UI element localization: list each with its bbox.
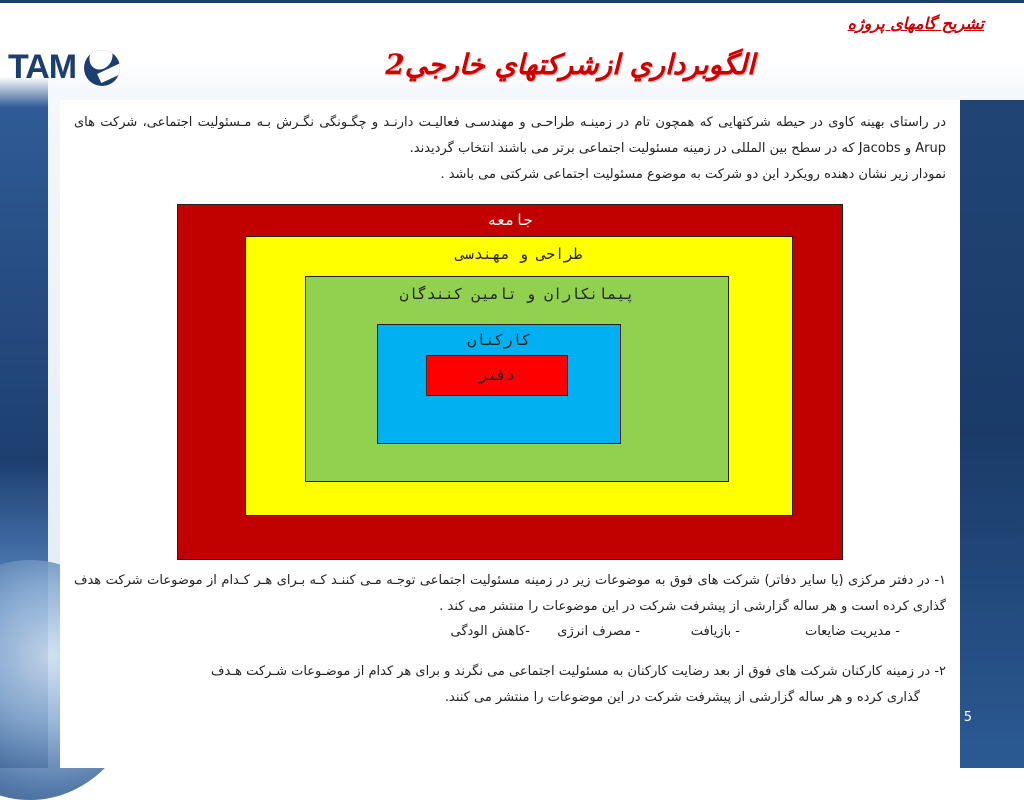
engineering-label: طراحی و مهندسی bbox=[455, 245, 583, 263]
list-item: - بازیافت bbox=[690, 624, 740, 639]
logo-mark-icon bbox=[84, 50, 120, 86]
contractors-label: پیمانکاران و تامین کنندگان bbox=[399, 285, 635, 303]
office-label: دفتر bbox=[478, 366, 516, 384]
csr-nested-diagram bbox=[177, 204, 843, 560]
office-paragraph: ۱- در دفتر مرکزی (یا سایر دفاتر) شرکت های فوق به موضوعات زیر در زمینه مسئولیت اجتماعی توجـه مـی کننـد کـه بـرای هـر کـدام از موضوعات شرکت هدف گذاری کرده است و هر ساله گزارشی از پیشرفت شرکت در این موضوعات را منتشر می کند . bbox=[74, 573, 946, 614]
office-topics-list bbox=[60, 624, 960, 639]
slide-title: الگوبرداري ازشركتهاي خارجي2 bbox=[385, 48, 755, 81]
tam-logo bbox=[8, 48, 120, 87]
document-panel bbox=[60, 100, 960, 768]
employees-paragraph: ۲- در زمینه کارکنان شرکت های فوق از بعد رضایت کارکنان به مسئولیت اجتماعی می نگرند و برای هر کدام از موضـوعات شـرکت هـدف bbox=[211, 664, 946, 679]
slide-background-right bbox=[960, 100, 1024, 768]
list-item: - مدیریت ضایعات bbox=[804, 624, 900, 639]
office-box bbox=[426, 355, 568, 396]
header-rule bbox=[0, 0, 1024, 3]
list-item: - مصرف انرژی bbox=[557, 624, 640, 639]
employees-label: کارکنان bbox=[467, 331, 531, 349]
society-label: جامعه bbox=[487, 211, 533, 229]
intro-paragraph: در راستای بهینه کاوی در حیطه شرکتهایی که همچون تام در زمینـه طراحـی و مهندسـی فعالیـت دارنـد و چگـونگی نگـرش بـه مـسئولیت اجتماعی، شرکت های Arup و Jacobs که در سطح بین المللی در زمینه مسئولیت اجتماعی برتر می باشند انتخاب گردیدند. bbox=[74, 115, 946, 156]
logo-text: TAM bbox=[8, 48, 77, 86]
diagram-caption: نمودار زیر نشان دهنده رویکرد این دو شرکت به موضوع مسئولیت اجتماعی شرکتی می باشد . bbox=[440, 167, 946, 182]
list-item: -کاهش الودگی bbox=[450, 624, 530, 639]
page-number: 5 bbox=[963, 710, 972, 725]
employees-paragraph-continued: گذاری کرده و هر ساله گزارشی از پیشرفت شرکت در این موضوعات را منتشر می کنند. bbox=[444, 690, 920, 705]
section-title: تشریح گامهای پروژه bbox=[847, 14, 984, 33]
